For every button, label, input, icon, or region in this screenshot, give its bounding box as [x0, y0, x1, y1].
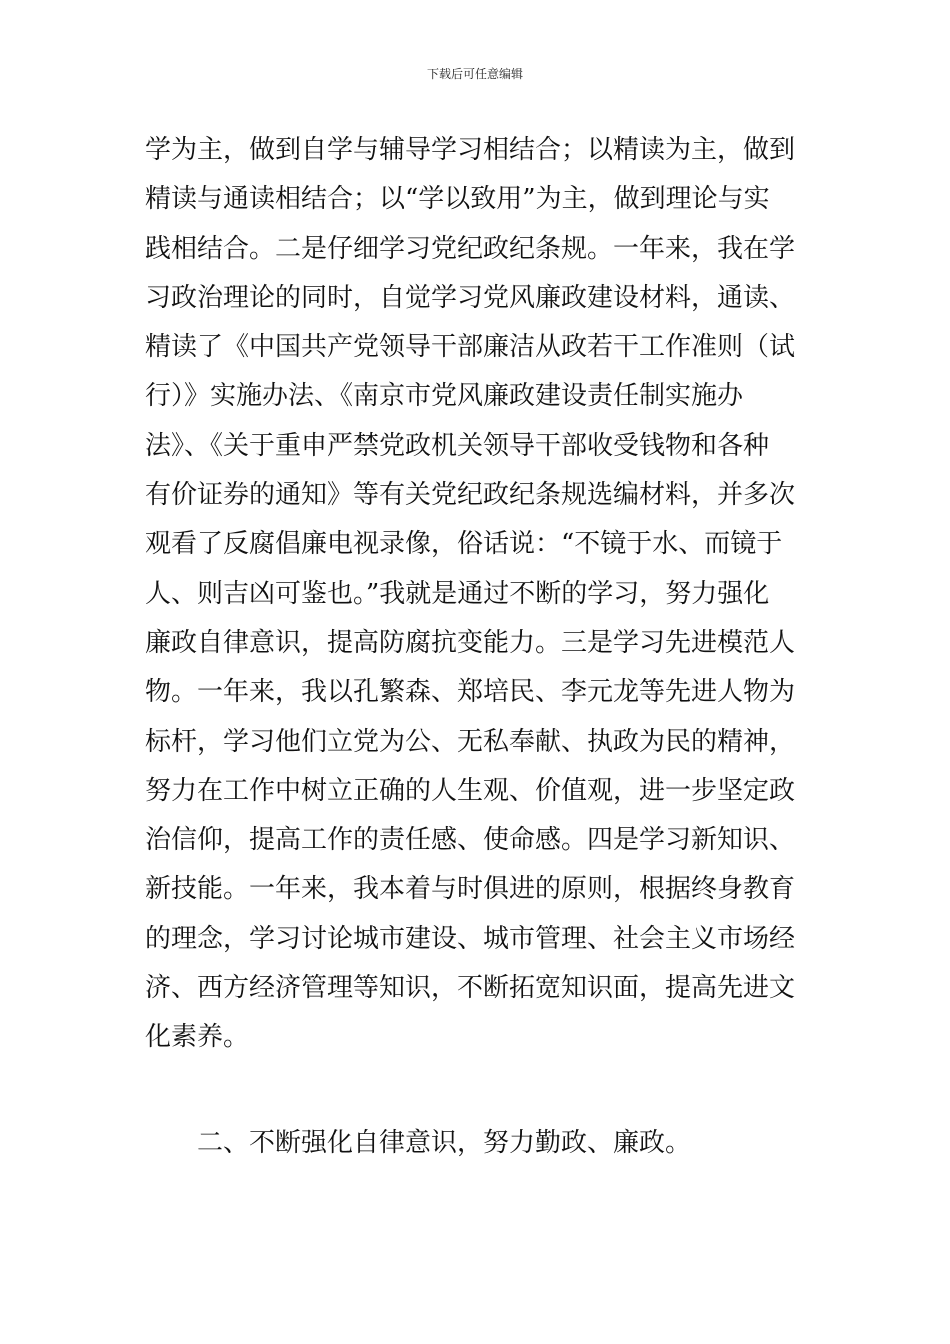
paragraph-line: 努力在工作中树立正确的人生观、价值观，进一步坚定政: [145, 775, 796, 806]
paragraph-line: 精读了《中国共产党领导干部廉洁从政若干工作准则（试: [145, 332, 796, 363]
paragraph-line: 观看了反腐倡廉电视录像，俗话说：“不镜于水、而镜于: [145, 529, 783, 560]
paragraph-line: 有价证券的通知》等有关党纪政纪条规选编材料，并多次: [145, 480, 796, 511]
body-paragraph: [145, 126, 815, 1063]
paragraph-line: 济、西方经济管理等知识，不断拓宽知识面，提高先进文: [145, 973, 796, 1004]
paragraph-line: 习政治理论的同时，自觉学习党风廉政建设材料，通读、: [145, 282, 796, 313]
paragraph-line: 化素养。: [145, 1022, 250, 1053]
paragraph-line: 标杆，学习他们立党为公、无私奉献、执政为民的精神，: [145, 726, 796, 757]
paragraph-line: 廉政自律意识，提高防腐抗变能力。三是学习先进模范人: [145, 627, 796, 658]
paragraph-line: 践相结合。二是仔细学习党纪政纪条规。一年来，我在学: [145, 233, 796, 264]
paragraph-line: 物。一年来，我以孔繁森、郑培民、李元龙等先进人物为: [145, 677, 796, 708]
page-header-note: 下载后可任意编辑: [426, 67, 523, 81]
paragraph-line: 行）》实施办法、《南京市党风廉政建设责任制实施办: [145, 381, 744, 412]
paragraph-line: 人、则吉凶可鉴也。”我就是通过不断的学习，努力强化: [145, 578, 770, 609]
paragraph-line: 法》、《关于重申严禁党政机关领导干部收受钱物和各种: [145, 430, 770, 461]
paragraph-line: 精读与通读相结合；以“学以致用”为主，做到理论与实: [145, 184, 770, 215]
section-heading: 二、不断强化自律意识，努力勤政、廉政。: [197, 1128, 692, 1158]
paragraph-line: 学为主，做到自学与辅导学习相结合；以精读为主，做到: [145, 135, 796, 165]
paragraph-line: 治信仰，提高工作的责任感、使命感。四是学习新知识、: [145, 825, 796, 856]
paragraph-line: 的理念，学习讨论城市建设、城市管理、社会主义市场经: [145, 923, 796, 954]
paragraph-line: 新技能。一年来，我本着与时俱进的原则，根据终身教育: [145, 874, 796, 905]
